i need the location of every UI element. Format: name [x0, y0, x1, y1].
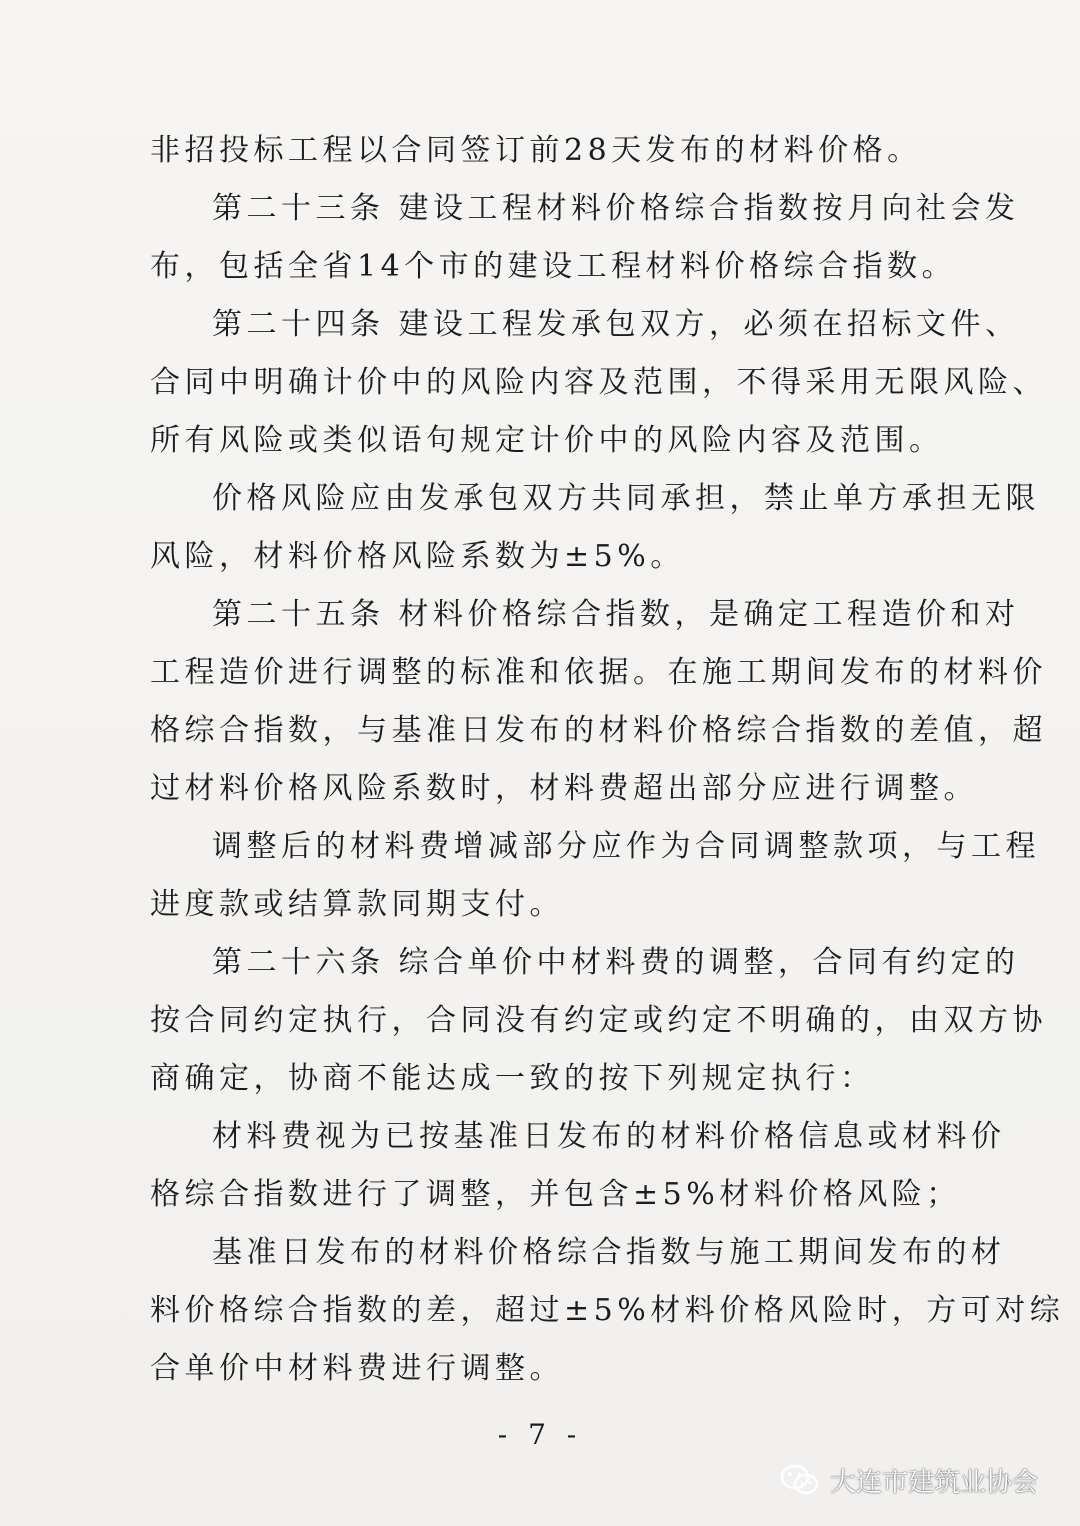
text-line: 过材料价格风险系数时，材料费超出部分应进行调整。	[150, 771, 978, 806]
paragraph	[150, 296, 1047, 470]
document-body	[150, 122, 1065, 1398]
watermark	[780, 1460, 1038, 1500]
text-line: 基准日发布的材料价格综合指数与施工期间发布的材	[212, 1235, 1006, 1270]
text-line: 料价格综合指数的差，超过±5%材料价格风险时，方可对综	[150, 1293, 1065, 1328]
text-line: 工程造价进行调整的标准和依据。在施工期间发布的材料价	[150, 655, 1047, 690]
text-line: 第二十六条 综合单价中材料费的调整，合同有约定的	[212, 945, 1020, 980]
watermark-text: 大连市建筑业协会	[830, 1467, 1039, 1498]
text-line: 第二十五条 材料价格综合指数，是确定工程造价和对	[212, 597, 1020, 632]
text-line: 所有风险或类似语句规定计价中的风险内容及范围。	[150, 423, 944, 458]
paragraph	[150, 818, 1040, 934]
page-number: - 7 -	[497, 1418, 583, 1451]
text-line: 调整后的材料费增减部分应作为合同调整款项，与工程	[212, 829, 1040, 864]
paragraph	[150, 934, 1047, 1108]
text-line: 合单价中材料费进行调整。	[150, 1351, 564, 1386]
paragraph	[150, 470, 1040, 586]
text-line: 格综合指数进行了调整，并包含±5%材料价格风险；	[150, 1177, 961, 1212]
paragraph	[150, 586, 1047, 818]
text-line: 第二十四条 建设工程发承包双方，必须在招标文件、	[212, 307, 1020, 342]
paragraph	[150, 122, 922, 180]
paragraph	[150, 180, 1020, 296]
wechat-icon	[780, 1463, 820, 1497]
paragraph	[150, 1108, 1006, 1224]
text-line: 布，包括全省14个市的建设工程材料价格综合指数。	[150, 249, 957, 284]
text-line: 风险，材料价格风险系数为±5%。	[150, 539, 685, 574]
text-line: 合同中明确计价中的风险内容及范围，不得采用无限风险、	[150, 365, 1047, 400]
text-line: 格综合指数，与基准日发布的材料价格综合指数的差值，超	[150, 713, 1047, 748]
text-line: 价格风险应由发承包双方共同承担，禁止单方承担无限	[212, 481, 1040, 516]
text-line: 材料费视为已按基准日发布的材料价格信息或材料价	[212, 1119, 1006, 1154]
text-line: 商确定，协商不能达成一致的按下列规定执行：	[150, 1061, 875, 1096]
text-line: 非招投标工程以合同签订前28天发布的材料价格。	[150, 133, 922, 168]
text-line: 进度款或结算款同期支付。	[150, 887, 564, 922]
paragraph	[150, 1224, 1065, 1398]
text-line: 第二十三条 建设工程材料价格综合指数按月向社会发	[212, 191, 1020, 226]
text-line: 按合同约定执行，合同没有约定或约定不明确的，由双方协	[150, 1003, 1047, 1038]
